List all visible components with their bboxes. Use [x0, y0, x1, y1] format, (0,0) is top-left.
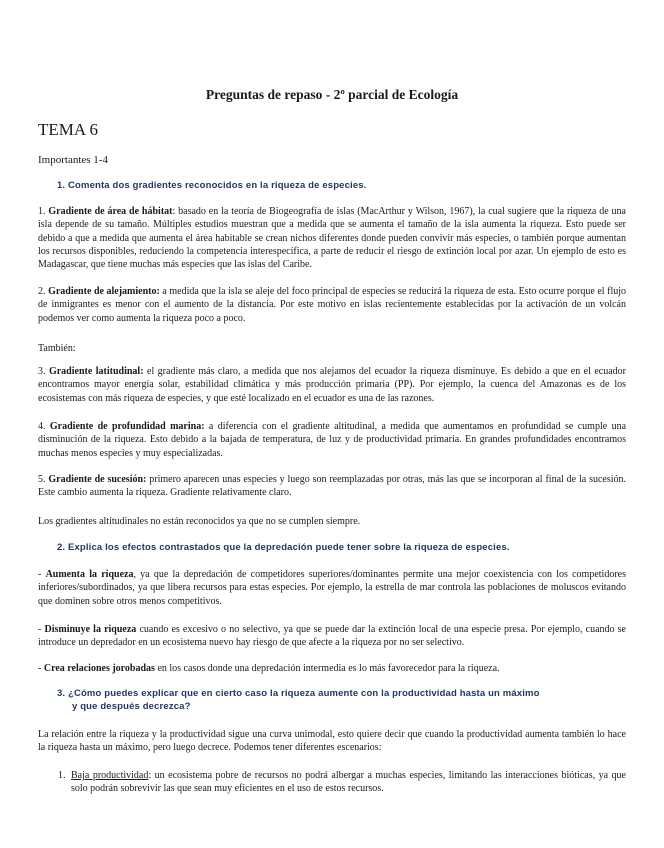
- paragraph-text: en los casos donde una depredación intermedia es lo más favorecedor para la riqueza.: [154, 663, 500, 674]
- paragraph-text: : un ecosistema pobre de recursos no podrá albergar a muchas especies, limitando las interacciones bióticas, ya que solo podrán sobrevivir las que sean muy eficientes en el uso de estos recursos.: [71, 770, 626, 795]
- q1-closing: Los gradientes altitudinales no están reconocidos ya que no se cumplen siempre.: [38, 516, 361, 527]
- q2-paragraph-3: [38, 662, 626, 675]
- q1-paragraph-5: [38, 473, 626, 500]
- term-label: Gradiente de área de hábitat: [48, 206, 173, 217]
- important-note: Importantes 1-4: [38, 154, 108, 166]
- q1-paragraph-3: [38, 365, 626, 405]
- list-number: -: [38, 624, 45, 635]
- paragraph-text: a medida que la isla se aleje del foco principal de especies se reducirá la riqueza de esta. Esto ocurre porque el flujo de inmigrantes es menor con el aumento de la distancia. Por este motivo en islas recientemente establecidas por la activación de un volcán podemos ver como aumenta la riqueza poco a poco.: [38, 286, 627, 324]
- term-label: Gradiente de alejamiento:: [48, 286, 160, 297]
- question-3-line-1: 3. ¿Cómo puedes explicar que en cierto caso la riqueza aumente con la productividad hasta un máximo: [57, 688, 540, 699]
- q3-intro: La relación entre la riqueza y la productividad sigue una curva unimodal, esto quiere decir que cuando la productividad aumenta también lo hace la riqueza hasta un máximo, pero luego decrece. Podemos tener diferentes escenarios:: [38, 729, 626, 754]
- list-number: 2.: [38, 286, 49, 297]
- paragraph-text: el gradiente más claro, a medida que nos alejamos del ecuador la riqueza disminuye. Es debido a que en el ecuador encontramos mayor energía solar, estabilidad climática y más producción primaria (PP). Por ejemplo, la cuenca del Amazonas es de los ecosistemas con más riqueza de especies, y que esté localizado en el ecuador es una de las razones.: [38, 366, 626, 404]
- term-label: Disminuye la riqueza: [44, 624, 137, 635]
- list-number: 4.: [38, 421, 50, 432]
- list-number: -: [38, 663, 44, 674]
- paragraph-text: , ya que la depredación de competidores superiores/dominantes permite una mejor coexistencia con los competidores inferiores/subordinados, ya que libera recursos para estas especies. Por ejemplo, la estrella de mar controla las poblaciones de moluscos evitando que dominen sobre otros menos competitivos.: [38, 569, 626, 607]
- also-label: También:: [38, 343, 76, 354]
- question-2: 2. Explica los efectos contrastados que la depredación puede tener sobre la riqueza de especies.: [57, 542, 510, 553]
- term-label: Gradiente de sucesión:: [48, 474, 147, 485]
- q1-paragraph-1: [38, 205, 626, 271]
- term-label: Gradiente de profundidad marina:: [49, 421, 205, 432]
- term-label: Gradiente latitudinal:: [48, 366, 144, 377]
- q3-list-item-1: [58, 769, 626, 796]
- q1-paragraph-2: [38, 285, 626, 325]
- section-heading: TEMA 6: [38, 120, 98, 139]
- paragraph-text: a diferencia con el gradiente altitudinal, a medida que aumentamos en profundidad se cumple una disminución de la riqueza. Esto debido a la bajada de temperatura, de luz y de productividad primaria. En grandes profundidades encontramos muchas menos especies y muy especializadas.: [38, 421, 627, 459]
- paragraph-text: primero aparecen unas especies y luego son reemplazadas por otras, más las que se incorporan al final de la sucesión. Este cambio aumenta la riqueza. Gradiente relativamente claro.: [38, 474, 627, 499]
- term-label: Baja productividad: [71, 770, 149, 781]
- list-number: -: [38, 569, 46, 580]
- q2-paragraph-1: [38, 568, 626, 608]
- paragraph-text: : basado en la teoría de Biogeografía de islas (MacArthur y Wilson, 1967), la cual sugiere que la riqueza de una isla depende de su tamaño. Múltiples estudios muestran que a medida que se aumenta el tamaño de la isla aumenta la riqueza. Esto puede ser debido a que a medida que aumenta el área habitable se crean nichos diferentes donde pueden convivir más especies, o también porque aumentan los recursos disponibles, reduciendo la competencia interespecífica, a parte de reducir el riesgo de extinción local por azar. Un ejemplo de esto es Madagascar, que tiene muchas más especies que las islas del Caribe.: [38, 206, 626, 271]
- list-number: 5.: [38, 474, 49, 485]
- document-title: Preguntas de repaso - 2º parcial de Ecología: [205, 87, 459, 102]
- term-label: Aumenta la riqueza: [45, 569, 134, 580]
- q1-paragraph-4: [38, 420, 626, 460]
- q2-paragraph-2: [38, 623, 626, 650]
- list-number: 1.: [58, 770, 66, 781]
- question-1: 1. Comenta dos gradientes reconocidos en la riqueza de especies.: [57, 180, 367, 191]
- list-number: 1.: [38, 206, 49, 217]
- list-number: 3.: [38, 366, 49, 377]
- paragraph-text: cuando es excesivo o no selectivo, ya que se puede dar la extinción local de una especie presa. Por ejemplo, cuando se introduce un depredador en un ecosistema nuevo hay riesgo de que afecte a la riqueza por no ser selectivo.: [38, 624, 626, 649]
- question-3-line-2: y que después decrezca?: [72, 701, 191, 712]
- term-label: Crea relaciones jorobadas: [43, 663, 155, 674]
